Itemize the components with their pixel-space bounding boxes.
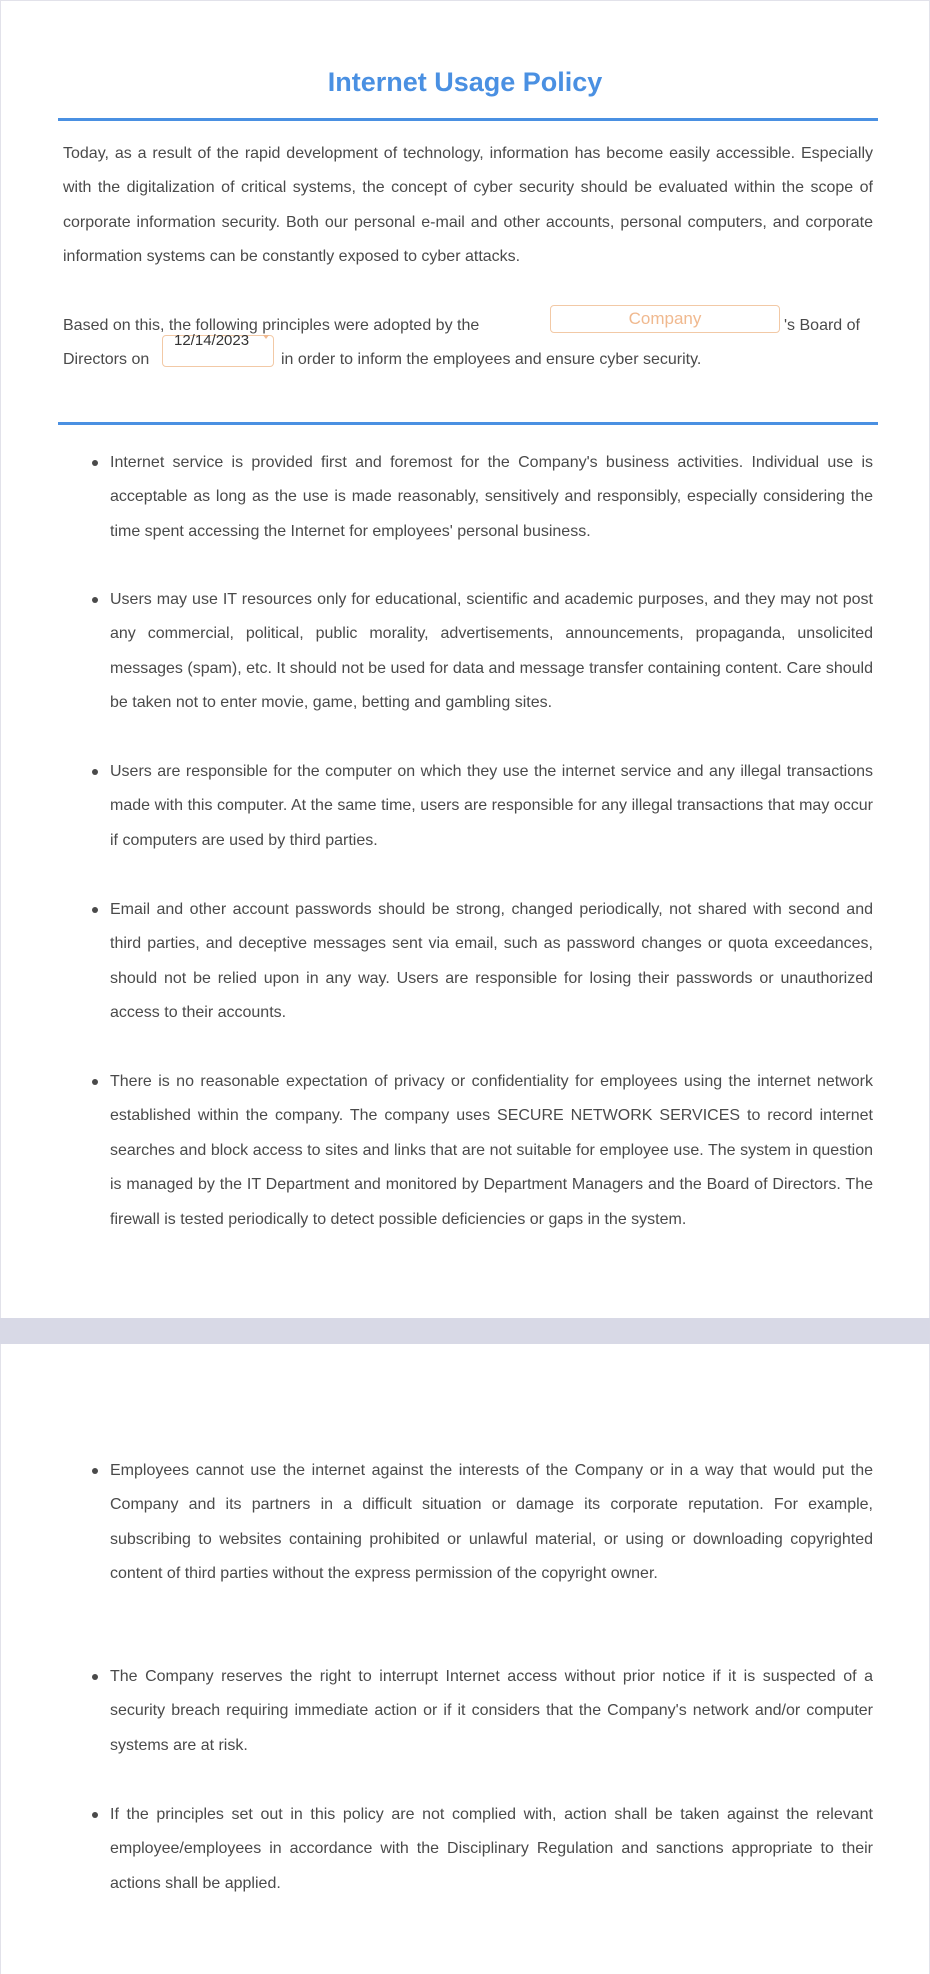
list-item: Email and other account passwords should be strong, changed periodically, not shared with second and third parties, and deceptive messages sent via email, such as password changes or quota exceedances, should not be relied upon in any way. Users are responsible for losing their passwords or unauthorized access to their accounts.: [110, 901, 873, 1022]
bullet-icon: [92, 1674, 98, 1680]
bullet-icon: [92, 1079, 98, 1085]
page-title: Internet Usage Policy: [327, 67, 603, 97]
company-name-field[interactable]: Company: [550, 305, 780, 333]
section-divider: [58, 422, 878, 425]
list-item: If the principles set out in this policy are not complied with, action shall be taken against the relevant employee/employees in accordance with the Disciplinary Regulation and sanctions appropriate to their actions shall be applied.: [110, 1806, 873, 1892]
page-separator: [0, 1318, 930, 1344]
document-page-2: [0, 1344, 930, 1974]
adoption-text-before-company: Based on this, the following principles were adopted by the: [63, 317, 480, 334]
bullet-icon: [92, 907, 98, 913]
list-item: Users are responsible for the computer on which they use the internet service and any illegal transactions made with this computer. At the same time, users are responsible for any illegal transactions that may occur if computers are used by third parties.: [110, 763, 873, 849]
list-item: Users may use IT resources only for educational, scientific and academic purposes, and they may not post any commercial, political, public morality, advertisements, announcements, propaganda, unsolicited messages (spam), etc. It should not be used for data and message transfer containing content. Care should be taken not to enter movie, game, betting and gambling sites.: [110, 591, 873, 712]
bullet-icon: [92, 769, 98, 775]
bullet-icon: [92, 460, 98, 466]
bullet-icon: [92, 1468, 98, 1474]
adoption-text-before-date: Directors on: [63, 351, 150, 368]
adoption-text-after-date: in order to inform the employees and ensure cyber security.: [281, 351, 702, 368]
bullet-icon: [92, 1812, 98, 1818]
list-item: There is no reasonable expectation of privacy or confidentiality for employees using the internet network established within the company. The company uses SECURE NETWORK SERVICES to record internet searches and block access to sites and links that are not suitable for employee use. The system in question is managed by the IT Department and monitored by Department Managers and the Board of Directors. The firewall is tested periodically to detect possible deficiencies or gaps in the system.: [110, 1073, 873, 1228]
date-dropdown-icon[interactable]: [263, 335, 269, 339]
intro-paragraph: Today, as a result of the rapid development of technology, information has become easily accessible. Especially with the digitalization of critical systems, the concept of cyber security should be evaluated within the scope of corporate information security. Both our personal e-mail and other accounts, personal computers, and corporate information systems can be constantly exposed to cyber attacks.: [63, 145, 873, 266]
list-item: The Company reserves the right to interrupt Internet access without prior notice if it is suspected of a security breach requiring immediate action or if it considers that the Company's network and/or computer systems are at risk.: [110, 1668, 873, 1754]
adoption-text-after-company: 's Board of: [784, 317, 860, 334]
title-divider: [58, 118, 878, 121]
list-item: Employees cannot use the internet against the interests of the Company or in a way that would put the Company and its partners in a difficult situation or damage its corporate reputation. For example, subscribing to websites containing prohibited or unlawful material, or using or downloading copyrighted content of third parties without the express permission of the copyright owner.: [110, 1462, 873, 1583]
bullet-icon: [92, 597, 98, 603]
board-date-value: 12/14/2023: [174, 332, 250, 349]
list-item: Internet service is provided first and foremost for the Company's business activities. Individual use is acceptable as long as the use is made reasonably, sensitively and responsibly, especially considering the time spent accessing the Internet for employees' personal business.: [110, 454, 873, 540]
